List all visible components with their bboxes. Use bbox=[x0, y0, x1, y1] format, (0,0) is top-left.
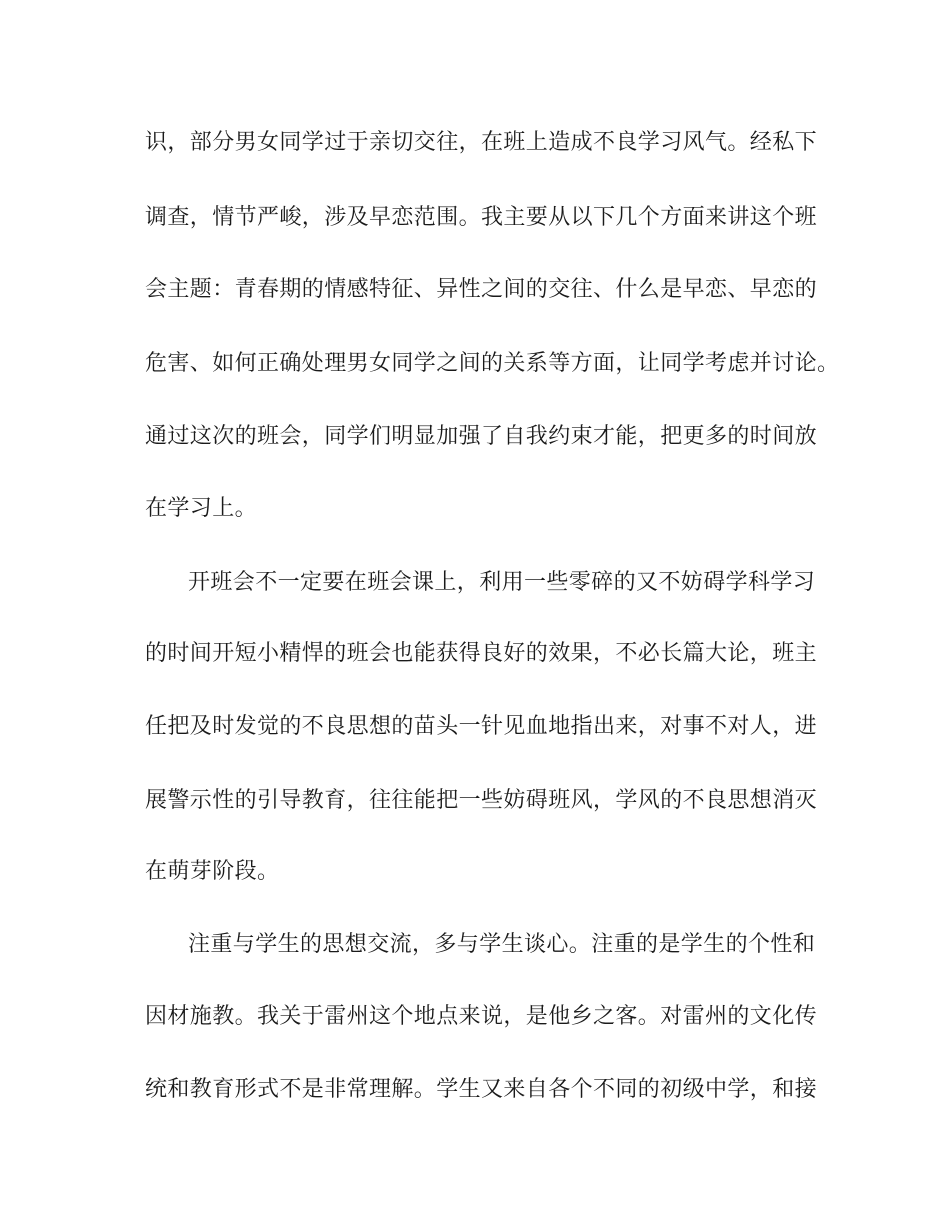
text-line: 因材施教。我关于雷州这个地点来说，是他乡之客。对雷州的文化传 bbox=[145, 1004, 818, 1029]
text-line: 在萌芽阶段。 bbox=[145, 859, 280, 884]
text-line: 的时间开短小精悍的班会也能获得良好的效果，不必长篇大论，班主 bbox=[145, 641, 818, 666]
text-line: 调查，情节严峻，涉及早恋范围。我主要从以下几个方面来讲这个班 bbox=[145, 205, 818, 230]
text-line: 通过这次的班会，同学们明显加强了自我约束才能，把更多的时间放 bbox=[145, 424, 818, 449]
text-line: 展警示性的引导教育，往往能把一些妨碍班风，学风的不良思想消灭 bbox=[145, 788, 818, 813]
text-line: 统和教育形式不是非常理解。学生又来自各个不同的初级中学，和接 bbox=[145, 1077, 818, 1102]
text-line: 开班会不一定要在班会课上，利用一些零碎的又不妨碍学科学习 bbox=[188, 570, 816, 595]
text-line: 任把及时发觉的不良思想的苗头一针见血地指出来，对事不对人，进 bbox=[145, 714, 818, 739]
text-line: 在学习上。 bbox=[145, 496, 258, 521]
text-line: 会主题：青春期的情感特征、异性之间的交往、什么是早恋、早恋的 bbox=[145, 277, 818, 302]
text-line: 注重与学生的思想交流，多与学生谈心。注重的是学生的个性和 bbox=[188, 932, 816, 957]
text-line: 危害、如何正确处理男女同学之间的关系等方面，让同学考虑并讨论。 bbox=[145, 351, 840, 376]
text-line: 识，部分男女同学过于亲切交往，在班上造成不良学习风气。经私下 bbox=[145, 130, 818, 155]
